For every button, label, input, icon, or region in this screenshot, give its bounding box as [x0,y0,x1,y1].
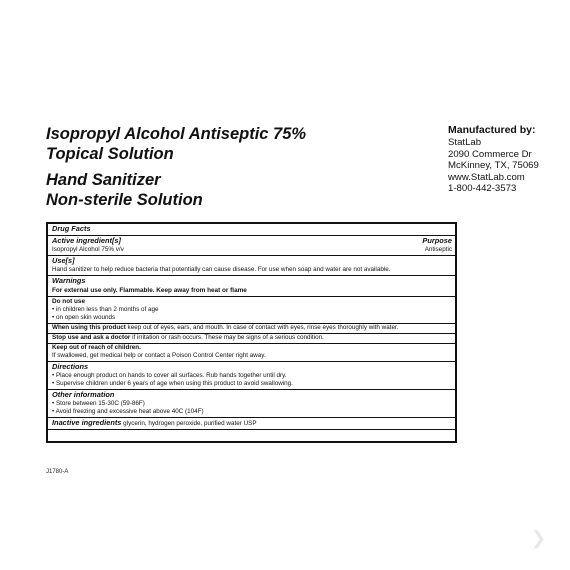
keep-out-text: If swallowed, get medical help or contact a Poison Control Center right away. [52,352,266,359]
stop-use-heading: Stop use and ask a doctor [52,334,131,341]
inactive-ingredients-text: glycerin, hydrogen peroxide, purified water USP [121,420,257,427]
active-ingredient-heading: Active ingredient[s] [52,236,121,245]
product-title-line2: Topical Solution [46,145,174,163]
directions-heading: Directions [52,362,89,371]
manufacturer-heading: Manufactured by: [448,124,536,136]
manufacturer-address2: McKinney, TX, 75069 [448,160,539,172]
directions-section [48,361,455,389]
warnings-external-use: For external use only. Flammable. Keep away from heat or flame [52,287,247,294]
manufacturer-block [448,124,539,195]
uses-heading: Use[s] [52,256,75,265]
label-code: J1780-A [46,469,69,475]
keep-out-heading: Keep out of reach of children. [52,344,141,351]
when-using-heading: When using this product [52,324,126,331]
stop-use-text: if irritation or rash occurs. These may be signs of a serious condition. [130,334,324,341]
stop-use-section [48,333,455,343]
other-information-item: • Store between 15-30C (59-86F) [52,400,145,407]
inactive-ingredients-heading: Inactive ingredients [52,418,122,427]
drug-facts-panel [46,222,457,443]
manufacturer-address1: 2090 Commerce Dr [448,148,532,160]
empty-footer-section [48,429,455,441]
do-not-use-item: • on open skin wounds [52,314,116,321]
purpose-heading: Purpose [422,236,452,245]
other-information-heading: Other information [52,390,115,399]
uses-text: Hand sanitizer to help reduce bacteria that potentially can cause disease. For use when soap and water are not available. [52,266,391,273]
active-ingredient-value: Isopropyl Alcohol 75% v/v [52,246,124,253]
drug-facts-title: Drug Facts [52,224,91,233]
manufacturer-phone: 1-800-442-3573 [448,183,517,195]
warnings-heading: Warnings [52,276,86,285]
uses-section [48,255,455,275]
when-using-section [48,323,455,333]
do-not-use-heading: Do not use [52,298,86,305]
when-using-text: keep out of eyes, ears, and mouth. In case of contact with eyes, rinse eyes thoroughly with water. [125,324,399,331]
product-title-block [46,124,306,210]
drug-facts-title-section [48,224,455,235]
keep-out-section [48,343,455,361]
product-subtitle-line2: Non-sterile Solution [46,191,203,209]
warnings-section [48,275,455,296]
manufacturer-name: StatLab [448,137,482,148]
directions-item: • Place enough product on hands to cover all surfaces. Rub hands together until dry. [52,372,287,379]
do-not-use-item: • in children less than 2 months of age [52,306,159,313]
product-subtitle-line1: Hand Sanitizer [46,171,161,189]
active-ingredient-section [48,235,455,255]
directions-item: • Supervise children under 6 years of age when using this product to avoid swallowing. [52,380,293,387]
other-information-item: • Avoid freezing and excessive heat above 40C (104F) [52,408,204,415]
purpose-value: Antiseptic [424,246,452,253]
other-information-section [48,389,455,417]
product-title-line1: Isopropyl Alcohol Antiseptic 75% [46,125,307,143]
manufacturer-website: www.StatLab.com [448,171,525,183]
chevron-right-icon[interactable]: ❯ [531,528,547,548]
do-not-use-section [48,296,455,323]
inactive-ingredients-section [48,417,455,429]
